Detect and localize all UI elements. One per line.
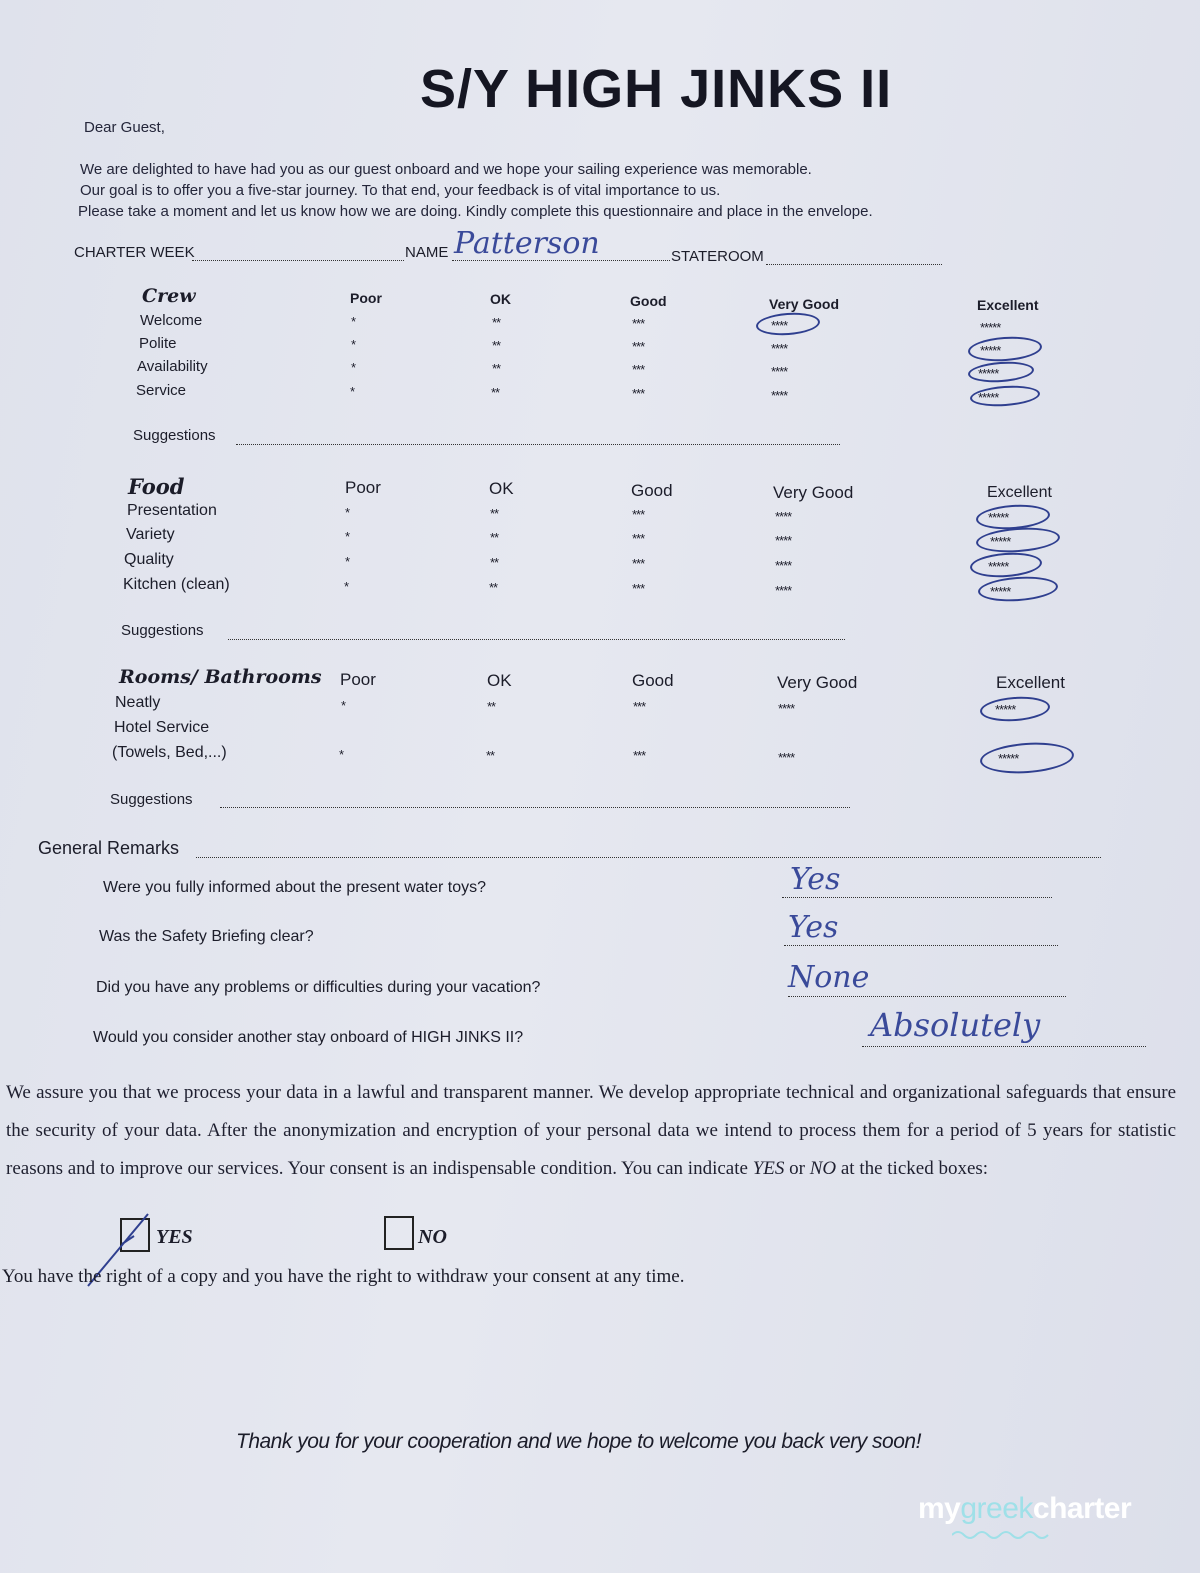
brand-logo: [918, 1492, 1131, 1526]
rating-stars[interactable]: ****: [775, 583, 792, 598]
rating-stars[interactable]: ***: [632, 556, 645, 571]
food-col-ok: OK: [489, 479, 514, 498]
privacy-text-end: at the ticked boxes:: [840, 1158, 989, 1179]
answer-handwritten: Yes: [788, 910, 839, 945]
rating-stars[interactable]: ****: [775, 509, 792, 524]
crew-col-very-good: Very Good: [769, 296, 840, 312]
rating-stars[interactable]: **: [487, 699, 496, 714]
rating-stars[interactable]: *****: [978, 390, 999, 405]
rating-stars[interactable]: *: [345, 554, 350, 569]
brand-text-my: my: [918, 1492, 961, 1525]
rating-stars[interactable]: ****: [771, 364, 788, 379]
rating-stars[interactable]: *****: [990, 534, 1011, 549]
crew-col-excellent: Excellent: [977, 297, 1039, 313]
privacy-text: We assure you that we process your data in a lawful and transparent manner. We develop appropriate technical and organizational safeguards that ensure the security of your data. After the anonymization and encryption of your personal data we intend to process them for a period of 5 years for statistic reasons and to improve our services. Your consent is an indispensable condition. You can indicate: [6, 1082, 1176, 1179]
selection-circle: [975, 502, 1050, 531]
rating-stars[interactable]: ***: [632, 339, 645, 354]
rating-stars[interactable]: ***: [632, 386, 645, 401]
wave-icon: [952, 1528, 1052, 1542]
question-safety-briefing: Was the Safety Briefing clear?: [99, 928, 314, 945]
intro-line-1: We are delighted to have had you as our guest onboard and we hope your sailing experience was memorable.: [80, 161, 812, 178]
stateroom-label: STATEROOM: [671, 248, 764, 265]
selection-circle: [969, 551, 1042, 580]
rooms-col-ok: OK: [487, 671, 512, 690]
selection-circle: [975, 525, 1060, 555]
crew-row-availability: Availability: [137, 358, 208, 375]
charter-meta-row: [74, 226, 944, 268]
selection-circle: [755, 311, 820, 337]
food-row-variety: Variety: [126, 526, 175, 543]
question-another-stay: Would you consider another stay onboard of HIGH JINKS II?: [93, 1029, 524, 1046]
brand-text-charter: charter: [1032, 1492, 1132, 1525]
crew-section-title: Crew: [142, 285, 196, 307]
rating-stars[interactable]: ****: [778, 701, 795, 716]
thank-you-text: Thank you for your cooperation and we hope to welcome you back very soon!: [236, 1430, 921, 1453]
answer-handwritten: Absolutely: [870, 1006, 1041, 1044]
rating-stars[interactable]: *****: [998, 751, 1019, 766]
crew-col-ok: OK: [490, 291, 511, 307]
consent-no-label: NO: [418, 1226, 447, 1248]
rating-stars[interactable]: ***: [632, 316, 645, 331]
privacy-no-word: NO: [809, 1158, 837, 1179]
crew-suggestions-label: Suggestions: [133, 427, 216, 444]
rooms-col-poor: Poor: [340, 670, 376, 689]
charter-week-field[interactable]: [192, 260, 404, 261]
selection-circle: [969, 384, 1040, 409]
answer-handwritten: None: [788, 960, 870, 995]
rating-stars[interactable]: *: [351, 360, 356, 375]
rating-stars[interactable]: *: [351, 314, 356, 329]
rating-stars[interactable]: **: [492, 338, 501, 353]
food-col-good: Good: [631, 481, 673, 500]
rating-stars[interactable]: ***: [633, 699, 646, 714]
rating-stars[interactable]: ***: [632, 507, 645, 522]
consent-no-checkbox[interactable]: [384, 1216, 414, 1250]
rating-stars[interactable]: ****: [771, 318, 788, 333]
rating-stars[interactable]: *****: [995, 702, 1016, 717]
answer-field[interactable]: [784, 945, 1058, 946]
selection-circle: [977, 574, 1058, 604]
rooms-row-hotel-service-detail: (Towels, Bed,...): [112, 744, 227, 761]
name-handwritten: Patterson: [454, 226, 600, 261]
rating-stars[interactable]: *****: [980, 320, 1001, 335]
rooms-suggestions-label: Suggestions: [110, 791, 193, 808]
food-suggestions-field[interactable]: [228, 639, 845, 640]
rating-stars[interactable]: ****: [771, 388, 788, 403]
question-water-toys: Were you fully informed about the present water toys?: [103, 879, 487, 896]
rating-stars[interactable]: **: [490, 506, 499, 521]
charter-week-label: CHARTER WEEK: [74, 244, 195, 261]
rights-text: You have the right of a copy and you have the right to withdraw your consent at any time.: [2, 1266, 685, 1287]
rating-stars[interactable]: **: [486, 748, 495, 763]
general-remarks-title: General Remarks: [38, 838, 180, 858]
selection-circle: [967, 334, 1042, 363]
rating-stars[interactable]: *****: [988, 510, 1009, 525]
rating-stars[interactable]: *: [345, 505, 350, 520]
rooms-col-very-good: Very Good: [777, 673, 858, 692]
crew-suggestions-field[interactable]: [236, 444, 840, 445]
rating-stars[interactable]: ***: [632, 581, 645, 596]
food-row-presentation: Presentation: [127, 502, 217, 519]
rating-stars[interactable]: *****: [990, 584, 1011, 599]
rooms-section-title: Rooms/ Bathrooms: [119, 666, 322, 688]
question-problems: Did you have any problems or difficulties during your vacation?: [96, 979, 541, 996]
privacy-yes-word: YES: [752, 1158, 785, 1179]
intro-line-3: Please take a moment and let us know how we are doing. Kindly complete this questionnaire and place in the envelope.: [78, 203, 873, 220]
food-col-very-good: Very Good: [773, 483, 854, 502]
food-row-kitchen: Kitchen (clean): [123, 576, 230, 593]
food-section-title: Food: [128, 474, 185, 499]
rooms-suggestions-field[interactable]: [220, 807, 850, 808]
rating-stars[interactable]: ****: [775, 558, 792, 573]
rating-stars[interactable]: *: [344, 579, 349, 594]
rating-stars[interactable]: **: [490, 530, 499, 545]
rating-stars[interactable]: **: [489, 580, 498, 595]
rating-stars[interactable]: ****: [775, 533, 792, 548]
rating-stars[interactable]: **: [492, 315, 501, 330]
rating-stars[interactable]: *: [350, 384, 355, 399]
rating-stars[interactable]: **: [490, 555, 499, 570]
rating-stars[interactable]: *****: [978, 366, 999, 381]
brand-text-greek: greek: [960, 1492, 1033, 1525]
rating-stars[interactable]: **: [491, 385, 500, 400]
rooms-row-neatly: Neatly: [115, 694, 161, 711]
rating-stars[interactable]: ***: [632, 362, 645, 377]
stateroom-field[interactable]: [766, 264, 942, 265]
intro-line-2: Our goal is to offer you a five-star journey. To that end, your feedback is of vital importance to us.: [80, 182, 721, 199]
crew-row-polite: Polite: [139, 335, 177, 352]
food-suggestions-label: Suggestions: [121, 622, 204, 639]
selection-circle: [979, 695, 1051, 724]
rating-stars[interactable]: ***: [633, 748, 646, 763]
general-remarks-field[interactable]: [196, 857, 1101, 858]
rating-stars[interactable]: ****: [778, 750, 795, 765]
crew-row-welcome: Welcome: [140, 312, 203, 329]
privacy-notice: [6, 1074, 1176, 1188]
name-label: NAME: [405, 244, 449, 261]
page-title: S/Y HIGH JINKS II: [420, 59, 893, 119]
rating-stars[interactable]: *: [339, 747, 344, 762]
rooms-row-hotel-service: Hotel Service: [114, 719, 210, 736]
rating-stars[interactable]: **: [492, 361, 501, 376]
selection-circle: [979, 740, 1075, 776]
rating-stars[interactable]: *****: [988, 559, 1009, 574]
food-col-excellent: Excellent: [987, 484, 1052, 501]
answer-field[interactable]: [782, 897, 1052, 898]
rating-stars[interactable]: *****: [980, 343, 1001, 358]
selection-circle: [967, 360, 1034, 385]
rating-stars[interactable]: *: [351, 337, 356, 352]
rooms-col-excellent: Excellent: [996, 673, 1065, 692]
answer-field[interactable]: [862, 1046, 1146, 1047]
greeting: Dear Guest,: [84, 119, 165, 136]
food-col-poor: Poor: [345, 478, 381, 497]
food-row-quality: Quality: [124, 551, 174, 568]
rating-stars[interactable]: *: [341, 698, 346, 713]
privacy-or-word: or: [789, 1158, 805, 1179]
rating-stars[interactable]: *: [345, 529, 350, 544]
rating-stars[interactable]: ***: [632, 531, 645, 546]
crew-col-good: Good: [630, 293, 667, 309]
crew-row-service: Service: [136, 382, 187, 399]
answer-field[interactable]: [788, 996, 1066, 997]
crew-col-poor: Poor: [350, 290, 382, 306]
answer-handwritten: Yes: [790, 862, 841, 897]
consent-yes-label: YES: [156, 1226, 193, 1248]
rating-stars[interactable]: ****: [771, 341, 788, 356]
rooms-col-good: Good: [632, 671, 674, 690]
